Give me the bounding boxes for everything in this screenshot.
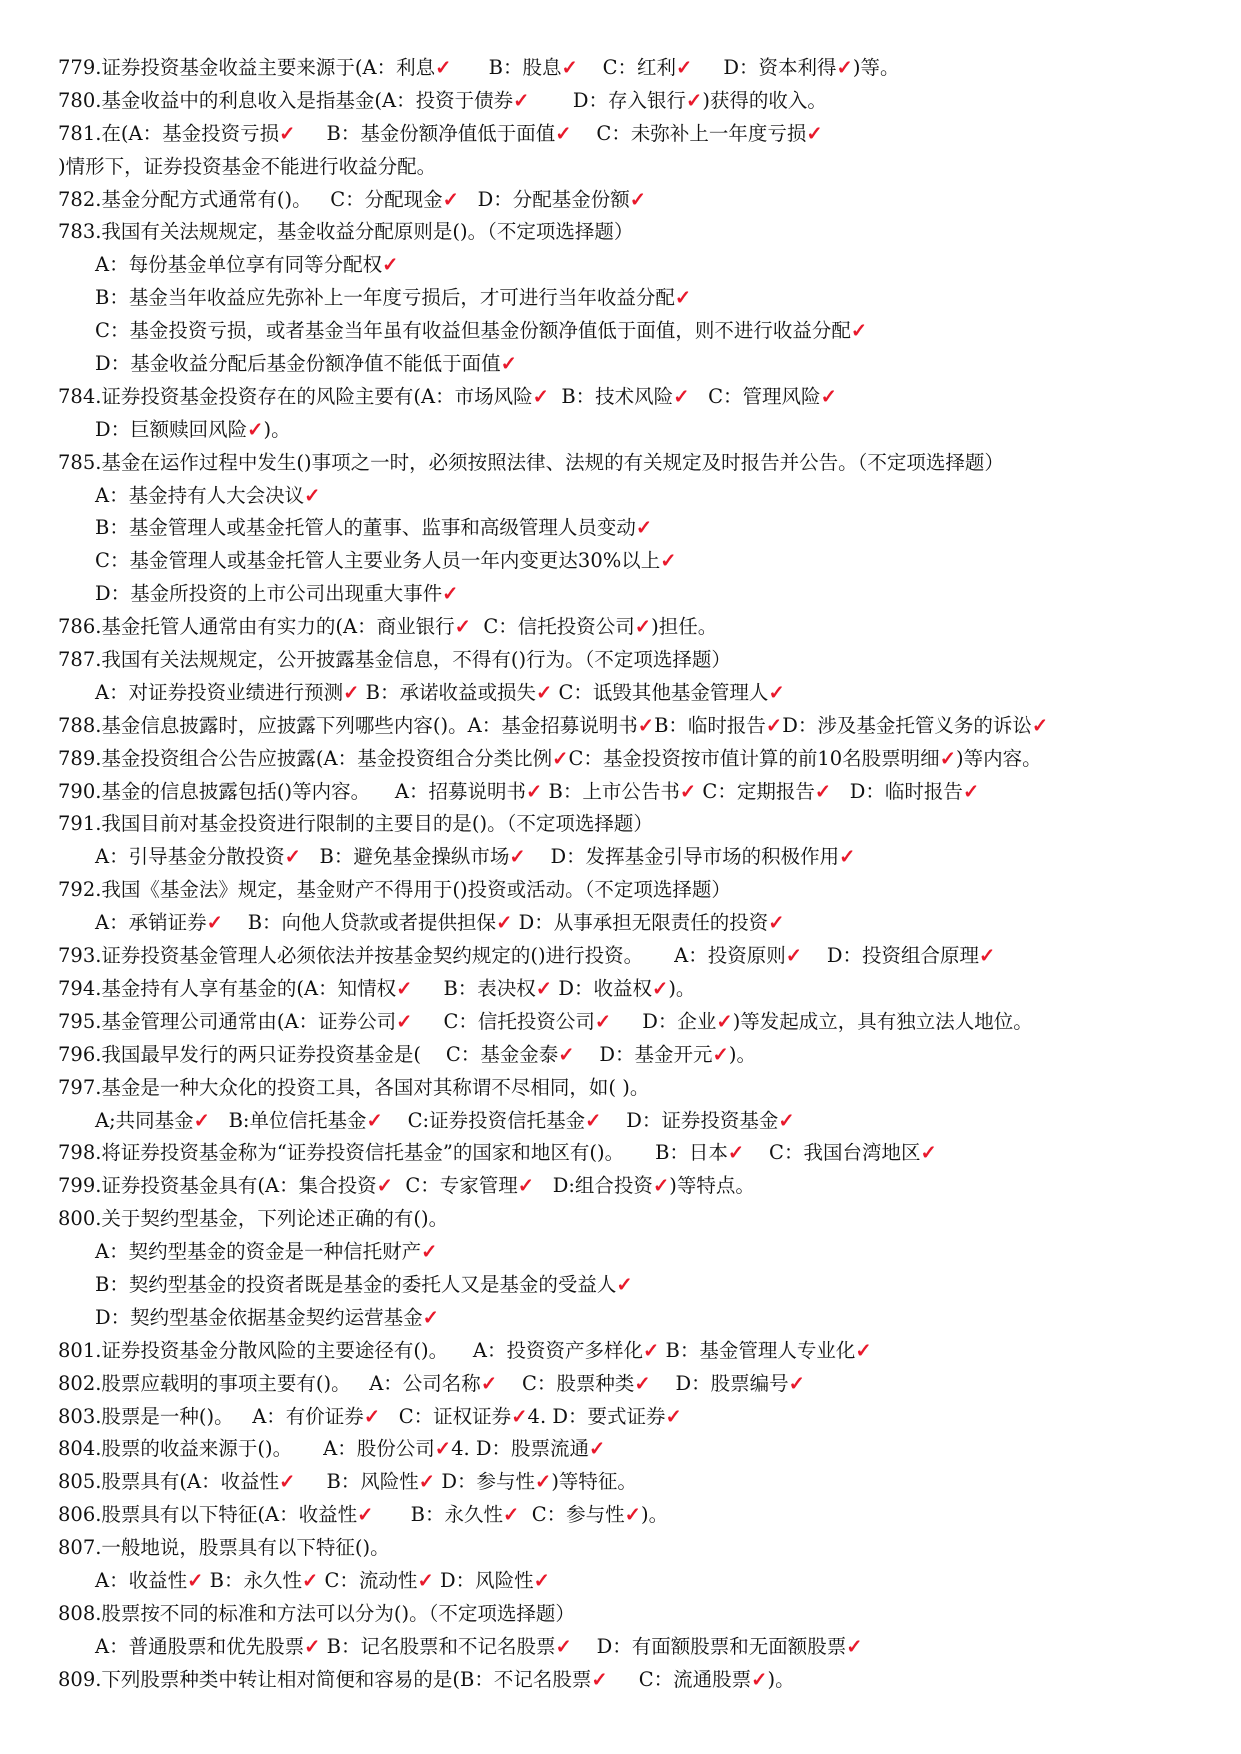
line-text: D：风险性 — [433, 1568, 534, 1592]
line-text: 808.股票按不同的标准和方法可以分为()。（不定项选择题） — [58, 1601, 575, 1625]
line-text: C：红利 — [577, 56, 677, 79]
line-text: C:证券投资信托基金 — [382, 1108, 586, 1132]
line-text: D：涉及基金托管义务的诉讼 — [782, 713, 1032, 737]
line-text: 795.基金管理公司通常由(A：证券公司 — [58, 1009, 397, 1033]
check-mark-icon: ✓ — [376, 1174, 393, 1198]
line-text: C：我国台湾地区 — [744, 1141, 921, 1165]
check-mark-icon: ✓ — [535, 680, 553, 704]
question-line — [58, 1532, 1218, 1565]
line-text: A：契约型基金的资金是一种信托财产 — [95, 1240, 422, 1264]
option-line — [58, 249, 1218, 282]
line-text: )等特点。 — [669, 1174, 755, 1198]
check-mark-icon: ✓ — [422, 1305, 439, 1329]
line-text: 790.基金的信息披露包括()等内容。 A：招募说明书 — [58, 779, 527, 803]
question-line — [58, 1499, 1218, 1532]
line-text: B：基金当年收益应先弥补上一年度亏损后，才可进行当年收益分配 — [95, 286, 675, 310]
check-mark-icon: ✓ — [634, 1371, 651, 1395]
line-text: 798.将证券投资基金称为“证券投资信托基金”的国家和地区有()。 B：日本 — [58, 1141, 728, 1165]
line-text: D：巨额赎回风险 — [95, 417, 248, 441]
check-mark-icon: ✓ — [187, 1568, 204, 1592]
check-mark-icon: ✓ — [421, 1240, 438, 1264]
question-line — [58, 710, 1218, 743]
line-text: 800.关于契约型基金，下列论述正确的有()。 — [58, 1207, 449, 1231]
line-text: B：表决权 — [412, 976, 536, 1000]
check-mark-icon: ✓ — [496, 911, 513, 935]
check-mark-icon: ✓ — [284, 845, 301, 869]
line-text: 782.基金分配方式通常有()。 C：分配现金 — [58, 187, 443, 211]
question-line — [58, 940, 1218, 973]
line-text: 802.股票应载明的事项主要有()。 A：公司名称 — [58, 1371, 481, 1395]
option-line — [58, 545, 1218, 578]
question-line — [58, 216, 1218, 249]
question-line — [58, 1203, 1218, 1236]
line-text: D：发挥基金引导市场的积极作用 — [525, 845, 840, 869]
line-text: D：分配基金份额 — [459, 187, 630, 211]
check-mark-icon: ✓ — [511, 1404, 528, 1428]
line-text: C：信托投资公司 — [470, 615, 635, 639]
line-text: B：临时报告 — [654, 713, 766, 737]
check-mark-icon: ✓ — [301, 1568, 319, 1592]
check-mark-icon: ✓ — [561, 56, 578, 79]
line-text: 789.基金投资组合公告应披露(A：基金投资组合分类比例 — [58, 746, 553, 770]
check-mark-icon: ✓ — [624, 1503, 641, 1527]
check-mark-icon: ✓ — [788, 1371, 805, 1395]
check-mark-icon: ✓ — [555, 121, 572, 145]
question-line — [58, 1401, 1218, 1434]
line-text: D：资本利得 — [692, 56, 837, 79]
line-text: 794.基金持有人享有基金的(A：知情权 — [58, 976, 397, 1000]
line-text: B：基金管理人或基金托管人的董事、监事和高级管理人员变动 — [95, 516, 636, 540]
line-text: C：专家管理 — [392, 1174, 518, 1198]
line-text: 787.我国有关法规规定，公开披露基金信息，不得有()行为。（不定项选择题） — [58, 648, 731, 672]
check-mark-icon: ✓ — [434, 1437, 452, 1461]
check-mark-icon: ✓ — [962, 779, 980, 803]
line-text: 786.基金托管人通常由有实力的(A：商业银行 — [58, 615, 455, 639]
check-mark-icon: ✓ — [279, 121, 296, 145]
check-mark-icon: ✓ — [806, 121, 823, 145]
line-text: A：普通股票和优先股票 — [95, 1634, 305, 1658]
check-mark-icon: ✓ — [435, 56, 452, 79]
check-mark-icon: ✓ — [533, 1568, 550, 1592]
line-text: D：收益权 — [552, 976, 652, 1000]
line-text: )。 — [767, 1667, 795, 1691]
line-text: A：承销证券 — [95, 911, 207, 935]
line-text: 4. D：股票流通 — [451, 1437, 590, 1461]
line-text: B：向他人贷款或者提供担保 — [222, 911, 497, 935]
line-text: D：基金开元 — [574, 1042, 713, 1066]
line-text: B：承诺收益或损失 — [359, 680, 536, 704]
check-mark-icon: ✓ — [635, 516, 653, 540]
line-text: D:组合投资 — [534, 1174, 653, 1198]
check-mark-icon: ✓ — [535, 976, 553, 1000]
check-mark-icon: ✓ — [855, 1338, 872, 1362]
check-mark-icon: ✓ — [417, 1568, 434, 1592]
check-mark-icon: ✓ — [534, 1470, 552, 1494]
question-line — [58, 874, 1218, 907]
line-text: C：管理风险 — [689, 384, 821, 408]
check-mark-icon: ✓ — [552, 746, 569, 770]
line-text: B：基金份额净值低于面值 — [295, 121, 556, 145]
check-mark-icon: ✓ — [396, 976, 413, 1000]
line-text: B：避免基金操纵市场 — [300, 845, 510, 869]
check-mark-icon: ✓ — [727, 1141, 745, 1165]
option-line — [58, 348, 1218, 381]
line-text: D：基金收益分配后基金份额净值不能低于面值 — [95, 352, 501, 376]
line-text: 785.基金在运作过程中发生()事项之一时，必须按照法律、法规的有关规定及时报告并公告。（不定项选择题） — [58, 450, 1004, 474]
check-mark-icon: ✓ — [304, 483, 321, 507]
line-text: C：诋毁其他基金管理人 — [552, 680, 769, 704]
line-text: 779.证券投资基金收益主要来源于(A：利息 — [58, 56, 436, 79]
check-mark-icon: ✓ — [558, 1042, 575, 1066]
check-mark-icon: ✓ — [846, 1634, 863, 1658]
line-text: D：参与性 — [435, 1470, 535, 1494]
check-mark-icon: ✓ — [979, 944, 996, 968]
option-line — [58, 841, 1218, 874]
question-line — [58, 1072, 1218, 1105]
check-mark-icon: ✓ — [629, 187, 647, 211]
line-text: )。 — [263, 417, 291, 441]
line-text: D：存入银行 — [529, 88, 686, 112]
option-line — [58, 315, 1218, 348]
check-mark-icon: ✓ — [814, 779, 832, 803]
check-mark-icon: ✓ — [418, 1470, 436, 1494]
line-text: B：契约型基金的投资者既是基金的委托人又是基金的受益人 — [95, 1272, 617, 1296]
line-text: 788.基金信息披露时，应披露下列哪些内容()。A：基金招募说明书 — [58, 713, 638, 737]
check-mark-icon: ✓ — [279, 1470, 296, 1494]
line-text: 801.证券投资基金分散风险的主要途径有()。 A：投资资产多样化 — [58, 1338, 644, 1362]
check-mark-icon: ✓ — [634, 615, 652, 639]
line-text: 780.基金收益中的利息收入是指基金(A：投资于债券 — [58, 88, 514, 112]
check-mark-icon: ✓ — [616, 1272, 633, 1296]
line-text: )。 — [728, 1042, 756, 1066]
line-text: D：临时报告 — [831, 779, 963, 803]
check-mark-icon: ✓ — [454, 615, 471, 639]
question-line — [58, 776, 1218, 809]
line-text: A：收益性 — [95, 1568, 188, 1592]
check-mark-icon: ✓ — [768, 680, 785, 704]
line-text: 796.我国最早发行的两只证券投资基金是( C：基金金泰 — [58, 1042, 559, 1066]
line-text: 791.我国目前对基金投资进行限制的主要目的是()。（不定项选择题） — [58, 812, 653, 836]
check-mark-icon: ✓ — [555, 1634, 572, 1658]
option-line — [58, 578, 1218, 611]
check-mark-icon: ✓ — [765, 713, 783, 737]
check-mark-icon: ✓ — [660, 549, 677, 573]
question-line — [58, 118, 1218, 151]
line-text: B:单位信托基金 — [210, 1108, 367, 1132]
check-mark-icon: ✓ — [396, 1009, 413, 1033]
check-mark-icon: ✓ — [1031, 713, 1049, 737]
check-mark-icon: ✓ — [836, 56, 853, 79]
check-mark-icon: ✓ — [442, 187, 459, 211]
check-mark-icon: ✓ — [751, 1667, 768, 1691]
line-text: )情形下，证券投资基金不能进行收益分配。 — [58, 154, 437, 178]
line-text: 793.证券投资基金管理人必须依法并按基金契约规定的()进行投资。 A：投资原则 — [58, 944, 786, 968]
check-mark-icon: ✓ — [712, 1042, 729, 1066]
check-mark-icon: ✓ — [500, 352, 517, 376]
line-text: )。 — [668, 976, 696, 1000]
question-line — [58, 1137, 1218, 1170]
line-text: B：永久性 — [203, 1568, 302, 1592]
check-mark-icon: ✓ — [247, 417, 264, 441]
option-line — [58, 512, 1218, 545]
line-text: C：信托投资公司 — [412, 1009, 595, 1033]
check-mark-icon: ✓ — [920, 1141, 937, 1165]
option-line — [58, 1105, 1218, 1138]
check-mark-icon: ✓ — [532, 384, 549, 408]
question-document — [58, 52, 1218, 1697]
line-text: B：永久性 — [373, 1503, 503, 1527]
check-mark-icon: ✓ — [304, 1634, 321, 1658]
check-mark-icon: ✓ — [513, 88, 530, 112]
check-mark-icon: ✓ — [585, 1108, 602, 1132]
option-line — [58, 907, 1218, 940]
line-text: B：基金管理人专业化 — [659, 1338, 856, 1362]
check-mark-icon: ✓ — [509, 845, 526, 869]
line-text: D：股票编号 — [650, 1371, 789, 1395]
check-mark-icon: ✓ — [652, 1174, 670, 1198]
line-text: D：契约型基金依据基金契约运营基金 — [95, 1305, 423, 1329]
question-line — [58, 1335, 1218, 1368]
option-line — [58, 677, 1218, 710]
line-text: 803.股票是一种()。 A：有价证券 — [58, 1404, 364, 1428]
question-line — [58, 1170, 1218, 1203]
line-text: B：风险性 — [295, 1470, 419, 1494]
option-line — [58, 1565, 1218, 1598]
line-text: D：有面额股票和无面额股票 — [571, 1634, 847, 1658]
check-mark-icon: ✓ — [637, 713, 655, 737]
line-text: C：基金投资亏损，或者基金当年虽有收益但基金份额净值低于面值，则不进行收益分配 — [95, 319, 851, 343]
line-text: B：上市公告书 — [542, 779, 680, 803]
check-mark-icon: ✓ — [716, 1009, 733, 1033]
check-mark-icon: ✓ — [665, 1404, 682, 1428]
line-text: A：引导基金分散投资 — [95, 845, 285, 869]
check-mark-icon: ✓ — [594, 1009, 612, 1033]
line-text: A：对证券投资业绩进行预测 — [95, 680, 344, 704]
question-line — [58, 1368, 1218, 1401]
line-text: )等内容。 — [956, 746, 1042, 770]
check-mark-icon: ✓ — [442, 582, 459, 606]
question-line — [58, 1598, 1218, 1631]
question-line — [58, 381, 1218, 414]
check-mark-icon: ✓ — [591, 1667, 608, 1691]
question-line — [58, 85, 1218, 118]
line-text: 807.一般地说，股票具有以下特征()。 — [58, 1536, 390, 1560]
check-mark-icon: ✓ — [589, 1437, 606, 1461]
check-mark-icon: ✓ — [480, 1371, 498, 1395]
check-mark-icon: ✓ — [768, 911, 785, 935]
line-text: )等发起成立，具有独立法人地位。 — [732, 1009, 1033, 1033]
line-text: A：基金持有人大会决议 — [95, 483, 305, 507]
option-line — [58, 1302, 1218, 1335]
line-text: 805.股票具有(A：收益性 — [58, 1470, 280, 1494]
question-line — [58, 151, 1218, 184]
question-line — [58, 447, 1218, 480]
check-mark-icon: ✓ — [517, 1174, 535, 1198]
check-mark-icon: ✓ — [357, 1503, 374, 1527]
line-text: C：证权证券 — [380, 1404, 512, 1428]
line-text: B：记名股票和不记名股票 — [320, 1634, 556, 1658]
line-text: D：从事承担无限责任的投资 — [512, 911, 769, 935]
check-mark-icon: ✓ — [343, 680, 360, 704]
line-text: 804.股票的收益来源于()。 A：股份公司 — [58, 1437, 435, 1461]
line-text: )等。 — [852, 56, 900, 79]
line-text: D：证券投资基金 — [601, 1108, 779, 1132]
check-mark-icon: ✓ — [674, 286, 692, 310]
check-mark-icon: ✓ — [679, 779, 697, 803]
check-mark-icon: ✓ — [673, 384, 690, 408]
line-text: C：定期报告 — [696, 779, 815, 803]
line-text: )等特征。 — [551, 1470, 637, 1494]
line-text: 783.我国有关法规规定，基金收益分配原则是()。（不定项选择题） — [58, 220, 634, 244]
question-line — [58, 611, 1218, 644]
line-text: C：参与性 — [519, 1503, 625, 1527]
check-mark-icon: ✓ — [820, 384, 837, 408]
option-line — [58, 1631, 1218, 1664]
check-mark-icon: ✓ — [193, 1108, 210, 1132]
check-mark-icon: ✓ — [643, 1338, 660, 1362]
line-text: C：基金管理人或基金托管人主要业务人员一年内变更达30%以上 — [95, 549, 661, 573]
line-text: B：技术风险 — [548, 384, 674, 408]
check-mark-icon: ✓ — [382, 253, 399, 277]
line-text: C：未弥补上一年度亏损 — [571, 121, 807, 145]
question-line — [58, 973, 1218, 1006]
line-text: C：流通股票 — [607, 1667, 752, 1691]
question-line — [58, 184, 1218, 217]
line-text: A：每份基金单位享有同等分配权 — [95, 253, 383, 277]
check-mark-icon: ✓ — [526, 779, 543, 803]
question-line — [58, 1039, 1218, 1072]
line-text: C：基金投资按市值计算的前10名股票明细 — [568, 746, 940, 770]
question-line — [58, 808, 1218, 841]
question-line — [58, 1466, 1218, 1499]
line-text: D：投资组合原理 — [802, 944, 979, 968]
question-line — [58, 1664, 1218, 1697]
check-mark-icon: ✓ — [785, 944, 803, 968]
check-mark-icon: ✓ — [676, 56, 693, 79]
check-mark-icon: ✓ — [939, 746, 957, 770]
line-text: C：股票种类 — [497, 1371, 635, 1395]
check-mark-icon: ✓ — [206, 911, 223, 935]
line-text: 809.下列股票种类中转让相对简便和容易的是(B：不记名股票 — [58, 1667, 592, 1691]
option-line — [58, 1269, 1218, 1302]
line-text: )担任。 — [651, 615, 718, 639]
line-text: )获得的收入。 — [702, 88, 827, 112]
option-line — [58, 480, 1218, 513]
line-text: C：流动性 — [318, 1568, 418, 1592]
check-mark-icon: ✓ — [850, 319, 868, 343]
check-mark-icon: ✓ — [778, 1108, 795, 1132]
check-mark-icon: ✓ — [502, 1503, 520, 1527]
check-mark-icon: ✓ — [363, 1404, 381, 1428]
question-line — [58, 743, 1218, 776]
line-text: 806.股票具有以下特征(A：收益性 — [58, 1503, 358, 1527]
line-text: D：企业 — [611, 1009, 717, 1033]
line-text: 799.证券投资基金具有(A：集合投资 — [58, 1174, 377, 1198]
line-text: 792.我国《基金法》规定，基金财产不得用于()投资或活动。（不定项选择题） — [58, 878, 731, 902]
question-line — [58, 1433, 1218, 1466]
option-line — [58, 414, 1218, 447]
check-mark-icon: ✓ — [839, 845, 856, 869]
line-text: D：基金所投资的上市公司出现重大事件 — [95, 582, 443, 606]
question-line — [58, 52, 1218, 85]
line-text: 784.证券投资基金投资存在的风险主要有(A：市场风险 — [58, 384, 533, 408]
question-line — [58, 644, 1218, 677]
option-line — [58, 1236, 1218, 1269]
line-text: B：股息 — [451, 56, 562, 79]
check-mark-icon: ✓ — [366, 1108, 383, 1132]
question-line — [58, 1006, 1218, 1039]
line-text: )。 — [641, 1503, 669, 1527]
check-mark-icon: ✓ — [685, 88, 703, 112]
line-text: A;共同基金 — [95, 1108, 194, 1132]
option-line — [58, 282, 1218, 315]
line-text: 797.基金是一种大众化的投资工具，各国对其称谓不尽相同，如( )。 — [58, 1075, 650, 1099]
line-text: 4. D：要式证券 — [527, 1404, 666, 1428]
check-mark-icon: ✓ — [651, 976, 669, 1000]
line-text: 781.在(A：基金投资亏损 — [58, 121, 280, 145]
